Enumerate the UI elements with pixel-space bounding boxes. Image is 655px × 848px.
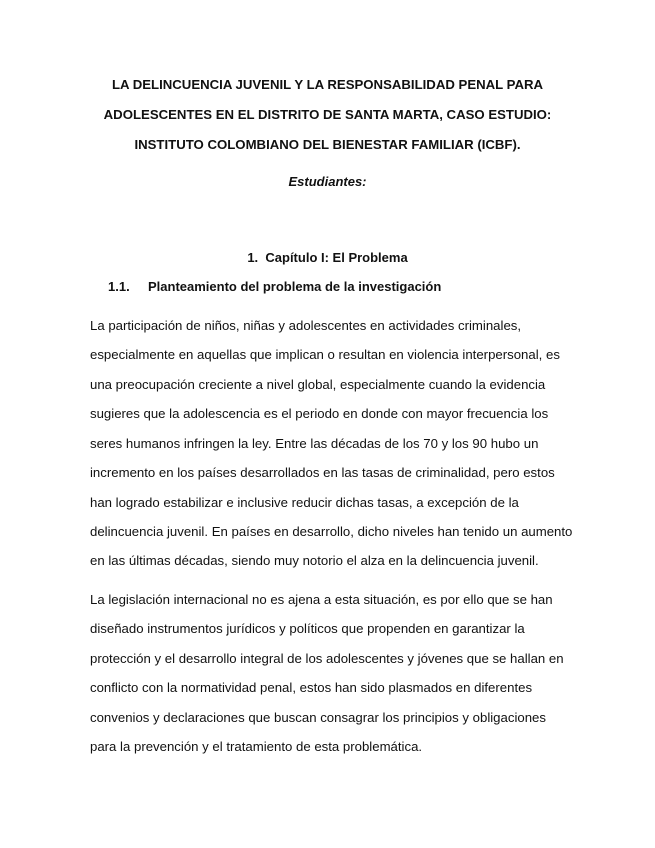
- document-title-line-1: LA DELINCUENCIA JUVENIL Y LA RESPONSABILIDAD PENAL PARA: [111, 77, 544, 92]
- paragraph-2-line: convenios y declaraciones que buscan consagrar los principios y obligaciones: [90, 710, 546, 725]
- paragraph-2-line: diseñado instrumentos jurídicos y políticos que propenden en garantizar la: [90, 621, 525, 636]
- paragraph-1-line: una preocupación creciente a nivel global, especialmente cuando la evidencia: [90, 377, 546, 392]
- section-title: Planteamiento del problema de la investigación: [148, 279, 442, 294]
- paragraph-1-line: especialmente en aquellas que implican o resultan en violencia interpersonal, es: [90, 347, 560, 362]
- section-number: 1.1.: [108, 279, 130, 294]
- paragraph-1-line: incremento en los países desarrollados en las tasas de criminalidad, pero estos: [90, 465, 555, 480]
- paragraph-1-line: han logrado estabilizar e inclusive reducir dichas tasas, a excepción de la: [90, 495, 519, 510]
- paragraph-1-line: delincuencia juvenil. En países en desarrollo, dicho niveles han tenido un aumento: [90, 524, 573, 539]
- students-label: Estudiantes:: [288, 174, 367, 189]
- paragraph-1-line: sugieres que la adolescencia es el periodo en donde con mayor frecuencia los: [90, 406, 549, 421]
- paragraph-2-line: para la prevención y el tratamiento de esta problemática.: [90, 739, 423, 754]
- paragraph-1-line: en las últimas décadas, siendo muy notorio el alza en la delincuencia juvenil.: [90, 553, 539, 568]
- paragraph-2-line: protección y el desarrollo integral de los adolescentes y jóvenes que se hallan en: [90, 651, 564, 666]
- paragraph-1-line: La participación de niños, niñas y adolescentes en actividades criminales,: [90, 318, 522, 333]
- chapter-title: Capítulo I: El Problema: [265, 250, 408, 265]
- chapter-number: 1.: [247, 250, 259, 265]
- document-title-line-2: ADOLESCENTES EN EL DISTRITO DE SANTA MARTA, CASO ESTUDIO:: [103, 107, 552, 122]
- paragraph-2-line: La legislación internacional no es ajena a esta situación, es por ello que se han: [90, 592, 553, 607]
- paragraph-2-line: conflicto con la normatividad penal, estos han sido plasmados en diferentes: [90, 680, 533, 695]
- section-heading: [108, 279, 441, 294]
- chapter-heading: [0, 250, 655, 265]
- document-title-line-3: INSTITUTO COLOMBIANO DEL BIENESTAR FAMILIAR (ICBF).: [134, 137, 521, 152]
- paragraph-1-line: seres humanos infringen la ley. Entre las décadas de los 70 y los 90 hubo un: [90, 436, 539, 451]
